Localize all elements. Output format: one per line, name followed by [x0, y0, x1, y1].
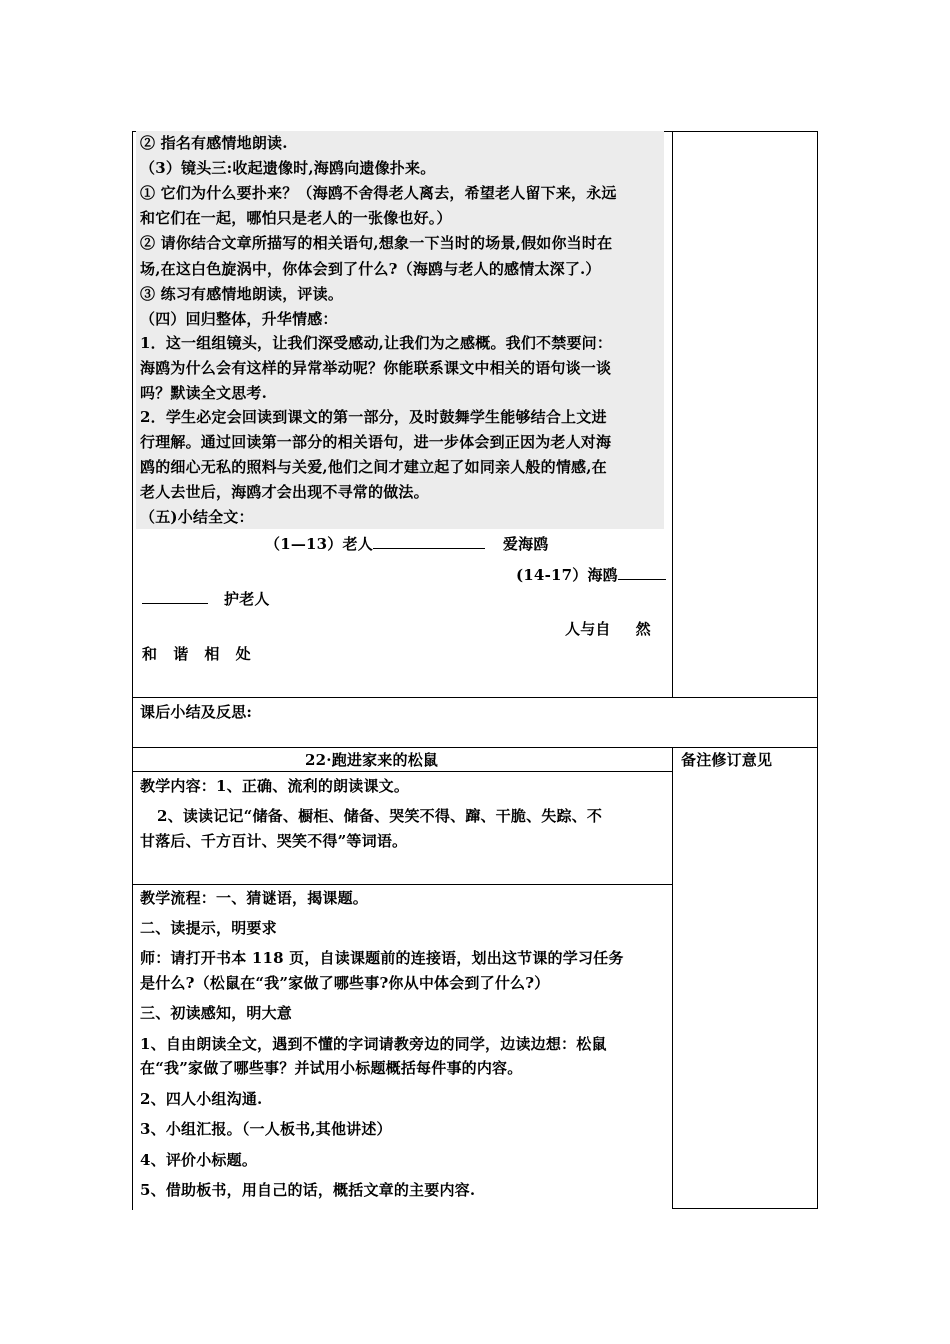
lesson-title: 22·跑进家来的松鼠: [305, 751, 439, 769]
table-left-border: [132, 131, 133, 1210]
board-char: 谐: [173, 645, 189, 663]
table-right-border: [817, 131, 818, 1209]
text-line: 行理解。通过回读第一部分的相关语句，进一步体会到正因为老人对海: [140, 433, 612, 451]
text-line: 1、自由朗读全文，遇到不懂的字词请教旁边的同学，边读边想：松鼠: [140, 1035, 607, 1053]
text-line: 在“我”家做了哪些事？并试用小标题概括每件事的内容。: [140, 1059, 523, 1077]
fill-blank: [618, 563, 666, 580]
board-line-1: [265, 532, 549, 557]
text-line: 鸥的细心无私的照料与关爱,他们之间才建立起了如同亲人般的情感,在: [140, 458, 607, 476]
board-line-3: [142, 587, 270, 612]
board-label-old-man: （1—13）老人: [265, 535, 373, 553]
board-line-4: [565, 617, 651, 642]
text-line: 三、初读感知，明大意: [140, 1004, 293, 1022]
text-line: 2、读读记记“储备、橱柜、储备、哭笑不得、蹿、干脆、失踪、不: [157, 807, 603, 825]
text-line: （五)小结全文：: [140, 508, 254, 526]
column-divider-top: [672, 131, 673, 697]
text-line: 3、小组汇报。（一人板书,其他讲述）: [140, 1120, 392, 1138]
text-line: 甘落后、千方百计、哭笑不得”等词语。: [140, 832, 408, 850]
row-divider-reflection: [132, 697, 818, 698]
text-line: ① 它们为什么要扑来？（海鸥不舍得老人离去，希望老人留下来，永远: [140, 184, 617, 202]
text-line: 吗？默读全文思考.: [140, 384, 268, 402]
board-line-2: [516, 563, 666, 588]
text-line: 2．学生必定会回读到课文的第一部分，及时鼓舞学生能够结合上文进: [140, 408, 607, 426]
board-char: 相: [204, 645, 220, 663]
board-label-gulls: (14-17）海鸥: [516, 566, 618, 584]
text-line: 老人去世后，海鸥才会出现不寻常的做法。: [140, 483, 429, 501]
text-line: 1．这一组组镜头，让我们深受感动,让我们为之感概。我们不禁要问：: [140, 334, 613, 352]
text-line: 5、借助板书，用自己的话，概括文章的主要内容.: [140, 1181, 476, 1199]
board-char: 和: [142, 645, 158, 663]
text-line: ② 请你结合文章所描写的相关语句,想象一下当时的场景,假如你当时在: [140, 234, 613, 252]
text-line: ② 指名有感情地朗读.: [140, 134, 288, 152]
text-line: 二、读提示，明要求: [140, 919, 277, 937]
text-line: （四）回归整体，升华情感：: [140, 310, 338, 328]
text-line: 教学内容：1、正确、流利的朗读课文。: [140, 777, 410, 795]
fill-blank: [373, 532, 485, 549]
board-label-man-and-nature-a: 人与自: [565, 620, 611, 638]
text-line: 场,在这白色旋涡中，你体会到了什么?（海鸥与老人的感情太深了.）: [140, 260, 601, 278]
board-label-man-and-nature-b: 然: [635, 620, 651, 638]
column-divider-bottom: [672, 747, 673, 1209]
text-line: 是什么?（松鼠在“我”家做了哪些事?你从中体会到了什么?）: [140, 974, 550, 992]
row-divider-content: [132, 884, 672, 885]
text-line: 2、四人小组沟通.: [140, 1090, 263, 1108]
reflection-label: 课后小结及反思:: [140, 703, 253, 721]
text-line: （3）镜头三:收起遗像时,海鸥向遗像扑来。: [140, 159, 436, 177]
text-line: 4、评价小标题。: [140, 1151, 258, 1169]
fill-blank: [142, 587, 208, 604]
text-line: ③ 练习有感情地朗读，评读。: [140, 285, 344, 303]
notes-header: 备注修订意见: [681, 751, 773, 769]
board-char: 处: [235, 645, 251, 663]
text-line: 教学流程：一、猜谜语，揭课题。: [140, 889, 369, 907]
text-line: 师：请打开书本 118 页，自读课题前的连接语，划出这节课的学习任务: [140, 949, 624, 967]
text-line: 海鸥为什么会有这样的异常举动呢？你能联系课文中相关的语句谈一谈: [140, 359, 612, 377]
board-label-protect-old-man: 护老人: [224, 590, 270, 608]
text-line: 和它们在一起，哪怕只是老人的一张像也好。）: [140, 209, 452, 227]
board-line-5: [142, 642, 251, 667]
table-bottom-border: [672, 1208, 818, 1209]
board-label-love-gulls: 爱海鸥: [502, 535, 549, 553]
